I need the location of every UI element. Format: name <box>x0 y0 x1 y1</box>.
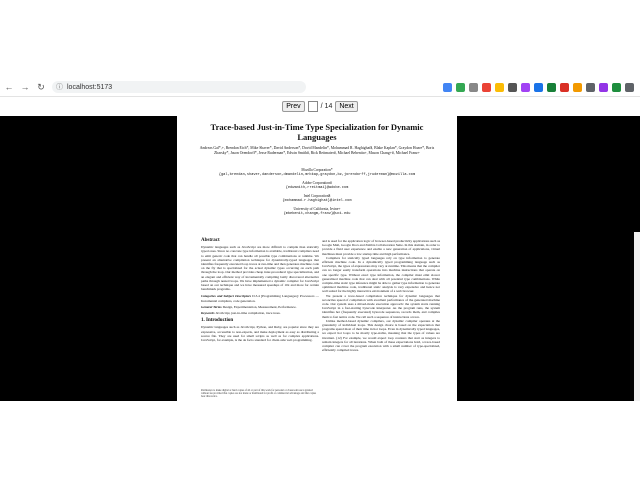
page-number-input[interactable] <box>308 101 318 112</box>
pdf-pager-toolbar <box>0 97 640 116</box>
extension-icon[interactable] <box>573 83 582 92</box>
abstract-text: Dynamic languages such as JavaScript are more difficult to compile than statically typed ones. Since no concrete type information is available, traditional compilers need to emit generic code that can handle all possible type combinations at runtime. We present an alternative compilation technique for dynamically-typed languages that identifies frequently executed loop traces at run-time and then generates machine code on the fly that is specialized for the actual dynamic types occurring on each path through the loop. Our method provides cheap inter-procedural type specialization, and an elegant and efficient way of incrementally compiling lazily discovered alternative paths through nested loops. We have implemented a dynamic compiler for JavaScript based on our technique and we have measured speedups of 10x and more for certain benchmark programs. <box>201 245 319 292</box>
top-letterbox <box>0 0 640 78</box>
paper-title: Trace-based Just-in-Time Type Specialization for Dynamic Languages <box>210 122 424 142</box>
keywords-block: Keywords JavaScript, just-in-time compilation, trace trees. <box>201 311 281 316</box>
left-column <box>201 239 319 342</box>
extension-icon[interactable] <box>547 83 556 92</box>
extension-icons <box>441 83 636 92</box>
terms-block: General Terms Design, Experimentation, Measurement, Performance. <box>201 304 297 309</box>
url-text: localhost:5173 <box>67 83 113 91</box>
info-icon[interactable]: ⓘ <box>56 84 63 91</box>
right-paragraph-4: Unlike method-based dynamic compilers, our dynamic compiler operates at the granularity of individual loops. This design choice is based on the expectation that programs spend most of their time in hot loops. Even in dynamically typed languages, we expect hot loops to be mostly type-stable, meaning that the types of values are invariant. (12) For example, we would expect loop counters that start as integers to remain integers for all iterations. When both of these expectations hold, a trace-based compiler can cover the program execution with a small number of type-specialized, efficiently compiled traces. <box>322 318 440 353</box>
copyright-footnote: Permission to make digital or hard copies of all or part of this work for personal or classroom use is granted without fee provided that copies are not made or distributed for profit or commercial advantage and that copies bear this notice. <box>201 389 317 398</box>
affiliation-mozilla: Mozilla Corporation* {gal,brendan,shaver,danderson,dmandelin,mrbkap,graydon,bz,jorendorff,jruderman}@mozilla.com <box>218 168 416 177</box>
pdf-viewer[interactable] <box>0 116 640 401</box>
intro-heading: 1. Introduction <box>201 318 234 324</box>
affiliation-intel: Intel Corporation$ {mohammad.r.haghighat}@intel.com <box>282 194 352 203</box>
right-paragraph-1: and is used for the application logic of browser-based productivity applications such as Google Mail, Google Docs and Zimbra Collaboration Suite. In this domain, in order to provide a fluid user experience and enable a new generation of applications, virtual machines must provide a low startup time and high performance. <box>322 239 441 256</box>
forward-arrow-icon[interactable]: → <box>20 82 30 92</box>
browser-toolbar <box>0 78 640 97</box>
extension-icon[interactable] <box>456 83 465 92</box>
extension-icon[interactable] <box>534 83 543 92</box>
affiliation-adobe: Adobe Corporation# {edwsmith,rreitmai}@adobe.com <box>285 181 349 190</box>
extension-icon[interactable] <box>508 83 517 92</box>
extension-icon[interactable] <box>469 83 478 92</box>
extension-icon[interactable] <box>560 83 569 92</box>
extension-icon[interactable] <box>521 83 530 92</box>
reload-icon[interactable]: ↻ <box>37 81 45 92</box>
paper-authors: Andreas Gal*,+, Brendan Eich*, Mike Shaver*, David Anderson*, David Mandelin*, Mohammad R. Haghighat$, Blake Kaplan*, Graydon Hoare*, Boris Zbarsky*, Jason Orendorff*, Jesse Ruderman*, Edwin Smith#, Rick Reitmaier#, Michael Bebenita+, Mason Chang+#, Michael Franz+ <box>199 146 435 155</box>
extension-icon[interactable] <box>443 83 452 92</box>
prev-page-button[interactable]: Prev <box>282 101 304 112</box>
extension-icon[interactable] <box>612 83 621 92</box>
extension-icon[interactable] <box>495 83 504 92</box>
extension-icon[interactable] <box>586 83 595 92</box>
extension-icon[interactable] <box>625 83 634 92</box>
viewer-scrollbar[interactable] <box>634 232 640 401</box>
pager <box>282 101 358 112</box>
page-total: / 14 <box>320 103 333 110</box>
right-paragraph-2: Compilers for statically typed languages rely on type information to generate efficient machine code. In a dynamically typed programming language such as JavaScript, the types of expressions may vary at runtime. This means that the compiler can no longer easily transform operations into machine instructions that operate on one specific type. Without exact type information, the compiler must emit slower generalized machine code that can deal with all potential type combinations. While compile-time static type inference might be able to gather type information to generate optimized machine code, traditional static analysis is very expensive and hence not well suited for the highly interactive environment of a web browser. <box>322 255 440 294</box>
intro-text: Dynamic languages such as JavaScript, Python, and Ruby, are popular since they are expressive, accessible to non-experts, and make deployment as easy as distributing a source file. They are used for small scripts as well as for complex applications. JavaScript, for example, is the de facto standard for client-side web programming. <box>201 325 319 343</box>
extension-icon[interactable] <box>599 83 608 92</box>
back-arrow-icon[interactable]: ← <box>4 82 14 92</box>
address-bar[interactable] <box>52 81 306 93</box>
affiliation-uci: University of California, Irvine+ {mbebenit,changm,franz}@uci.edu <box>283 207 351 216</box>
abstract-heading: Abstract <box>201 238 220 243</box>
right-paragraph-3: We present a trace-based compilation technique for dynamic languages that reconciles speed of compilation with excellent performance of the generated machine code. Our system uses a mixed-mode execution approach: the system starts running JavaScript in a fast-starting bytecode interpreter. As the program runs, the system identifies hot (frequently executed) bytecode sequences, records them, and compiles them to fast native code. We call such a sequence of instructions a trace. <box>322 293 440 319</box>
next-page-button[interactable]: Next <box>335 101 357 112</box>
pdf-page <box>177 116 457 401</box>
categories-block: Categories and Subject Descriptors D.3.4 [Programming Languages]: Processors — Incremental compilers, code generation. <box>201 294 319 303</box>
bottom-letterbox <box>0 401 640 480</box>
right-column <box>322 239 440 352</box>
extension-icon[interactable] <box>482 83 491 92</box>
